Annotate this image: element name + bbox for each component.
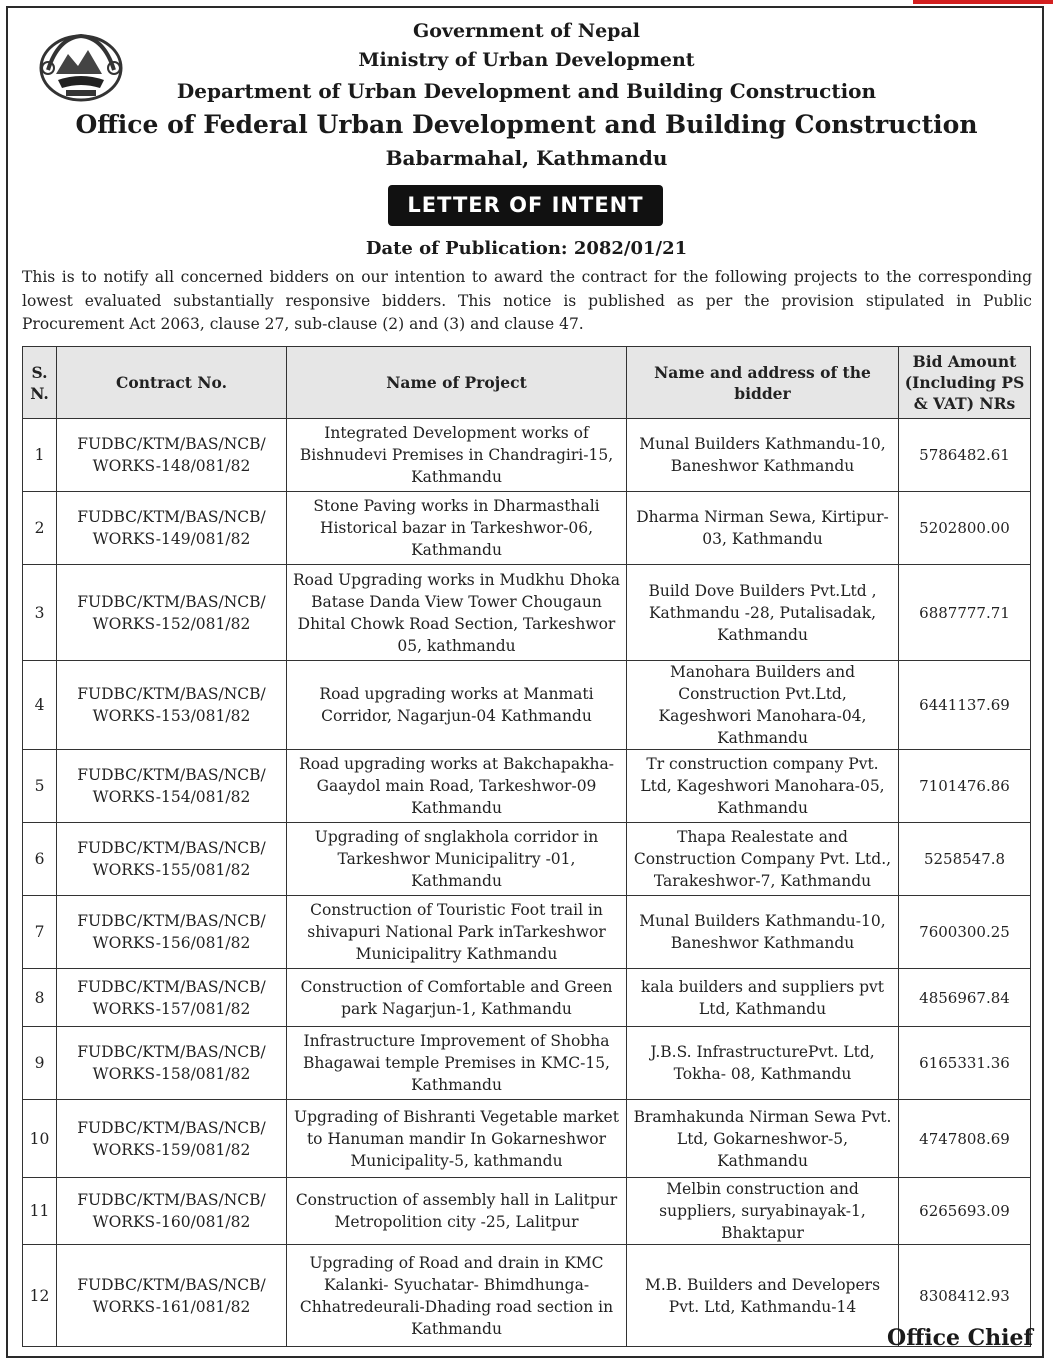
cell-bidder: Tr construction company Pvt. Ltd, Kageshwori Manohara-05, Kathmandu (627, 750, 899, 823)
intro-paragraph: This is to notify all concerned bidders on our intention to award the contract for the following projects to the corresponding lowest evaluated substantially responsive bidders. This notice is published as per the provision stipulated in Public Procurement Act 2063, clause 27, sub-clause (2) and (3) and clause 47. (22, 268, 1032, 333)
cell-amount: 5202800.00 (899, 492, 1031, 565)
cell-contract: FUDBC/KTM/BAS/NCB/ WORKS-159/081/82 (57, 1100, 287, 1178)
cell-contract: FUDBC/KTM/BAS/NCB/ WORKS-155/081/82 (57, 823, 287, 896)
cell-bidder: Thapa Realestate and Construction Company Pvt. Ltd., Tarakeshwor-7, Kathmandu (627, 823, 899, 896)
cell-project: Construction of assembly hall in Lalitpur Metropolition city -25, Lalitpur (287, 1178, 627, 1245)
cell-contract: FUDBC/KTM/BAS/NCB/ WORKS-153/081/82 (57, 661, 287, 750)
cell-amount: 4856967.84 (899, 969, 1031, 1027)
table-header-row (23, 347, 1031, 419)
table-row (23, 823, 1031, 896)
publication-date: Date of Publication: 2082/01/21 (365, 238, 688, 259)
cell-contract: FUDBC/KTM/BAS/NCB/ WORKS-148/081/82 (57, 419, 287, 492)
cell-contract: FUDBC/KTM/BAS/NCB/ WORKS-160/081/82 (57, 1178, 287, 1245)
cell-contract: FUDBC/KTM/BAS/NCB/ WORKS-161/081/82 (57, 1245, 287, 1347)
cell-bidder: Munal Builders Kathmandu-10, Baneshwor Kathmandu (627, 419, 899, 492)
cell-contract: FUDBC/KTM/BAS/NCB/ WORKS-154/081/82 (57, 750, 287, 823)
office-address: Babarmahal, Kathmandu (385, 146, 668, 170)
col-header-sn: S. N. (23, 347, 57, 419)
col-header-project: Name of Project (287, 347, 627, 419)
table-row (23, 969, 1031, 1027)
cell-sn: 5 (23, 750, 57, 823)
cell-bidder: kala builders and suppliers pvt Ltd, Kathmandu (627, 969, 899, 1027)
cell-bidder: Munal Builders Kathmandu-10, Baneshwor Kathmandu (627, 896, 899, 969)
table-row (23, 419, 1031, 492)
cell-sn: 9 (23, 1027, 57, 1100)
cell-bidder: Bramhakunda Nirman Sewa Pvt. Ltd, Gokarneshwor-5, Kathmandu (627, 1100, 899, 1178)
cell-bidder: J.B.S. InfrastructurePvt. Ltd, Tokha- 08, Kathmandu (627, 1027, 899, 1100)
cell-bidder: Manohara Builders and Construction Pvt.Ltd, Kageshwori Manohara-04, Kathmandu (627, 661, 899, 750)
bids-table (22, 346, 1031, 1347)
cell-project: Stone Paving works in Dharmasthali Historical bazar in Tarkeshwor-06, Kathmandu (287, 492, 627, 565)
cell-amount: 7600300.25 (899, 896, 1031, 969)
cell-project: Construction of Comfortable and Green park Nagarjun-1, Kathmandu (287, 969, 627, 1027)
cell-project: Infrastructure Improvement of Shobha Bhagawai temple Premises in KMC-15, Kathmandu (287, 1027, 627, 1100)
corner-accent (913, 0, 1053, 4)
cell-amount: 8308412.93 (899, 1245, 1031, 1347)
cell-amount: 6165331.36 (899, 1027, 1031, 1100)
cell-project: Upgrading of snglakhola corridor in Tarkeshwor Municipalitry -01, Kathmandu (287, 823, 627, 896)
cell-project: Road Upgrading works in Mudkhu Dhoka Batase Danda View Tower Chougaun Dhital Chowk Road Section, Tarkeshwor 05, kathmandu (287, 565, 627, 661)
cell-amount: 5786482.61 (899, 419, 1031, 492)
cell-amount: 6441137.69 (899, 661, 1031, 750)
department-heading: Department of Urban Development and Building Construction (176, 79, 877, 103)
cell-amount: 4747808.69 (899, 1100, 1031, 1178)
col-header-contract: Contract No. (57, 347, 287, 419)
cell-project: Upgrading of Bishranti Vegetable market to Hanuman mandir In Gokarneshwor Municipality-5, kathmandu (287, 1100, 627, 1178)
cell-sn: 12 (23, 1245, 57, 1347)
cell-bidder: Melbin construction and suppliers, suryabinayak-1, Bhaktapur (627, 1178, 899, 1245)
cell-sn: 2 (23, 492, 57, 565)
cell-bidder: M.B. Builders and Developers Pvt. Ltd, Kathmandu-14 (627, 1245, 899, 1347)
cell-project: Upgrading of Road and drain in KMC Kalanki- Syuchatar- Bhimdhunga-Chhatredeurali-Dhading road section in Kathmandu (287, 1245, 627, 1347)
signatory: Office Chief (887, 1325, 1033, 1351)
cell-sn: 4 (23, 661, 57, 750)
cell-sn: 8 (23, 969, 57, 1027)
cell-contract: FUDBC/KTM/BAS/NCB/ WORKS-157/081/82 (57, 969, 287, 1027)
table-row (23, 492, 1031, 565)
cell-sn: 6 (23, 823, 57, 896)
cell-sn: 3 (23, 565, 57, 661)
cell-contract: FUDBC/KTM/BAS/NCB/ WORKS-152/081/82 (57, 565, 287, 661)
cell-project: Integrated Development works of Bishnudevi Premises in Chandragiri-15, Kathmandu (287, 419, 627, 492)
cell-amount: 5258547.8 (899, 823, 1031, 896)
cell-bidder: Build Dove Builders Pvt.Ltd , Kathmandu -28, Putalisadak, Kathmandu (627, 565, 899, 661)
cell-project: Road upgrading works at Bakchapakha-Gaaydol main Road, Tarkeshwor-09 Kathmandu (287, 750, 627, 823)
cell-sn: 7 (23, 896, 57, 969)
cell-sn: 10 (23, 1100, 57, 1178)
table-row (23, 1245, 1031, 1347)
cell-project: Road upgrading works at Manmati Corridor, Nagarjun-04 Kathmandu (287, 661, 627, 750)
table-row (23, 1027, 1031, 1100)
government-heading: Government of Nepal (413, 20, 640, 42)
cell-amount: 6887777.71 (899, 565, 1031, 661)
cell-amount: 7101476.86 (899, 750, 1031, 823)
cell-project: Construction of Touristic Foot trail in shivapuri National Park inTarkeshwor Municipalitry Kathmandu (287, 896, 627, 969)
table-row (23, 1178, 1031, 1245)
table-row (23, 896, 1031, 969)
table-row (23, 565, 1031, 661)
col-header-amount: Bid Amount (Including PS & VAT) NRs (899, 347, 1031, 419)
table-row (23, 750, 1031, 823)
table-row (23, 661, 1031, 750)
cell-bidder: Dharma Nirman Sewa, Kirtipur-03, Kathmandu (627, 492, 899, 565)
cell-amount: 6265693.09 (899, 1178, 1031, 1245)
table-row (23, 1100, 1031, 1178)
cell-contract: FUDBC/KTM/BAS/NCB/ WORKS-149/081/82 (57, 492, 287, 565)
office-heading: Office of Federal Urban Development and Building Construction (75, 110, 978, 139)
cell-contract: FUDBC/KTM/BAS/NCB/ WORKS-156/081/82 (57, 896, 287, 969)
ministry-heading: Ministry of Urban Development (358, 49, 695, 71)
col-header-bidder: Name and address of the bidder (627, 347, 899, 419)
cell-sn: 11 (23, 1178, 57, 1245)
cell-contract: FUDBC/KTM/BAS/NCB/ WORKS-158/081/82 (57, 1027, 287, 1100)
letter-of-intent-badge: LETTER OF INTENT (388, 185, 663, 226)
cell-sn: 1 (23, 419, 57, 492)
